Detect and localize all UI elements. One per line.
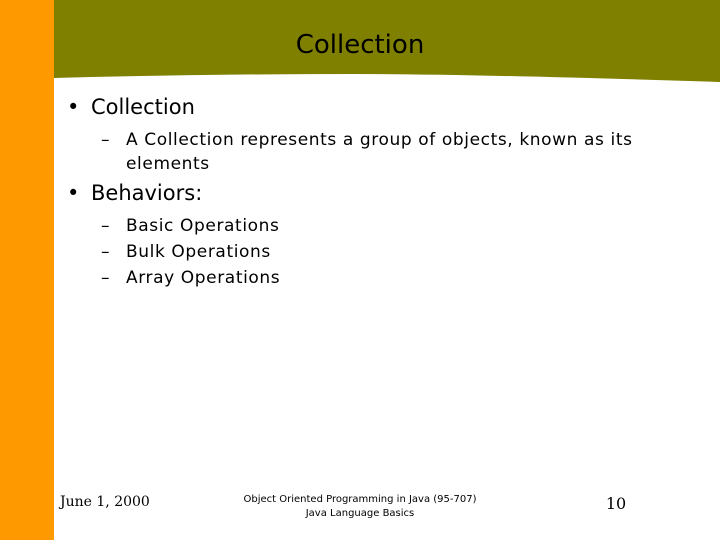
bullet-behaviors [67,180,202,206]
bullet-dot-icon: • [67,95,80,119]
sub-bullet-array-operations [101,266,686,290]
footer-date: June 1, 2000 [60,494,150,510]
sub-bullet-text: Bulk Operations [126,242,271,262]
sub-bullet-collection-definition [101,128,686,176]
dash-icon: – [101,242,111,262]
sub-bullet-text: A Collection represents a group of objects, known as its elements [126,130,633,174]
sub-bullet-text: Basic Operations [126,216,280,236]
page-number: 10 [605,494,627,513]
bullet-text: Collection [91,95,195,119]
footer-course-line: Object Oriented Programming in Java (95-707) [243,494,477,505]
dash-icon: – [101,130,111,150]
sub-bullet-bulk-operations [101,240,686,264]
footer-course-info [230,493,490,521]
slide-title: Collection [295,30,425,60]
dash-icon: – [101,216,111,236]
sub-bullet-basic-operations [101,214,686,238]
bullet-text: Behaviors: [91,181,203,205]
dash-icon: – [101,268,111,288]
bullet-collection [67,94,195,120]
bullet-dot-icon: • [67,181,80,205]
sub-bullet-text: Array Operations [126,268,281,288]
footer-topic-line: Java Language Basics [305,508,415,519]
